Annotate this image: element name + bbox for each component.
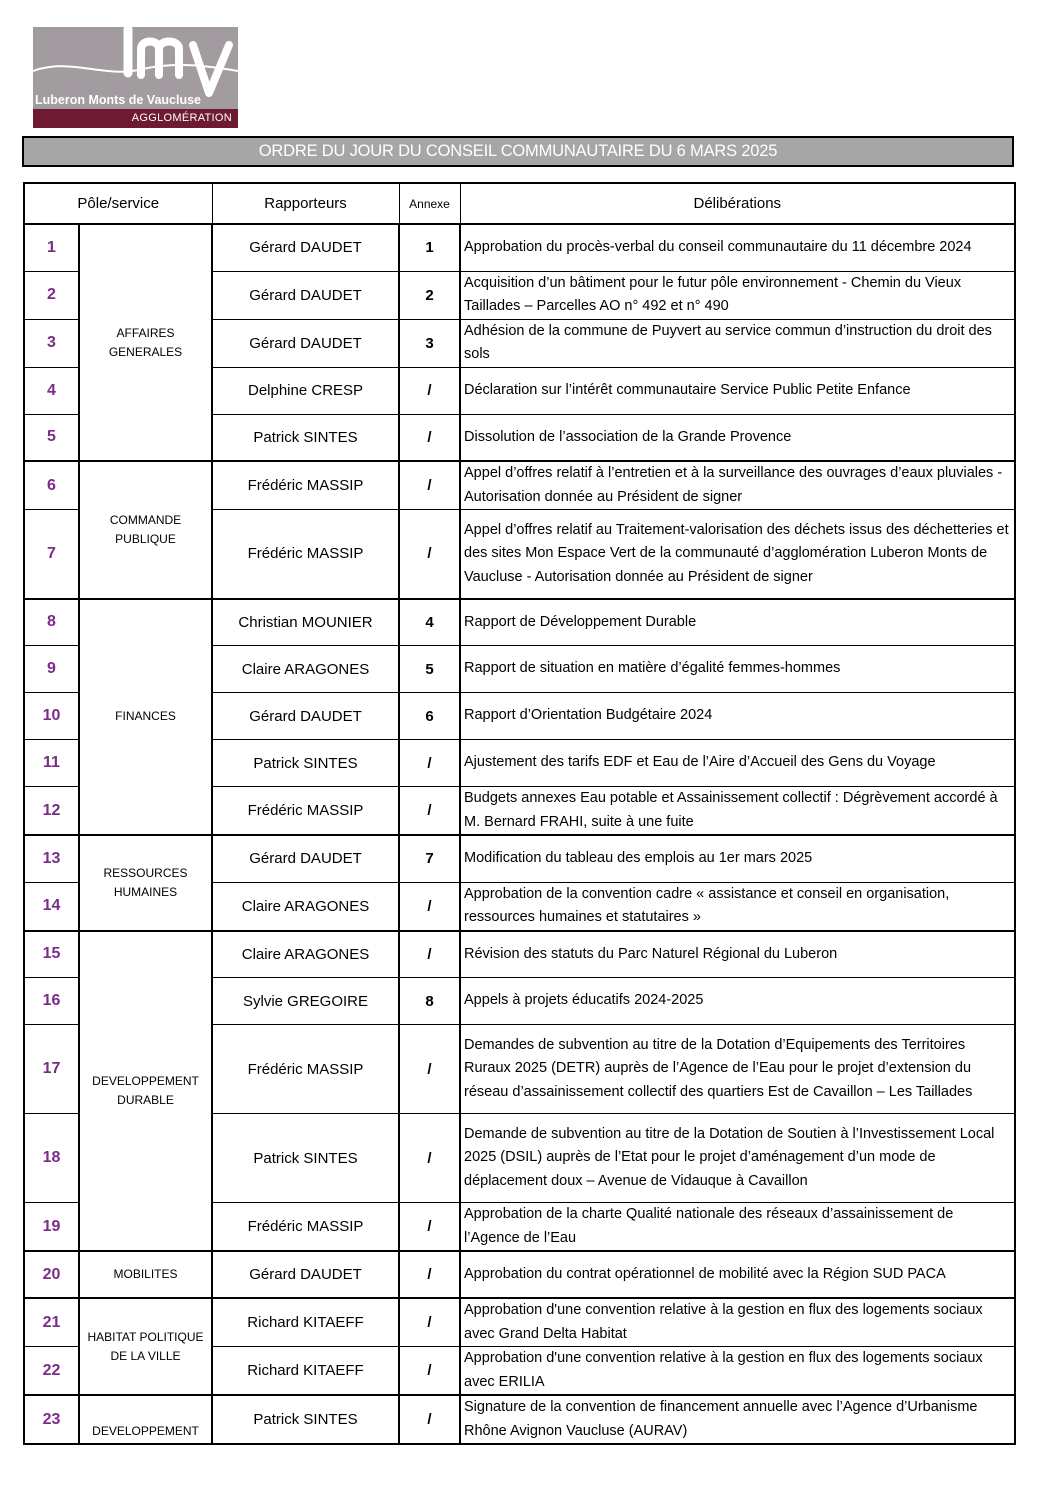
- deliberation-text: Approbation de la charte Qualité nationale des réseaux d’assainissement de l’Agence de l’Eau: [460, 1203, 1015, 1252]
- page-title: ORDRE DU JOUR DU CONSEIL COMMUNAUTAIRE DU 6 MARS 2025: [258, 142, 778, 160]
- rapporteur: Frédéric MASSIP: [212, 1025, 399, 1114]
- deliberation-text: Appel d’offres relatif au Traitement-valorisation des déchets issus des déchetteries et des sites Mon Espace Vert de la communauté d’agglomération Luberon Monts de Vaucluse - Autorisation donnée au Président de signer: [460, 510, 1015, 599]
- annexe-value: 8: [399, 978, 460, 1025]
- table-row: [24, 599, 1015, 646]
- annexe-value: /: [399, 1114, 460, 1203]
- rapporteur: Patrick SINTES: [212, 1114, 399, 1203]
- annexe-value: /: [399, 1203, 460, 1252]
- annexe-value: 7: [399, 835, 460, 882]
- rapporteur: Claire ARAGONES: [212, 931, 399, 978]
- annexe-value: /: [399, 461, 460, 510]
- rapporteur: Gérard DAUDET: [212, 1251, 399, 1298]
- deliberation-text: Ajustement des tarifs EDF et Eau de l’Aire d’Accueil des Gens du Voyage: [460, 740, 1015, 787]
- rapporteur: Delphine CRESP: [212, 367, 399, 414]
- item-number: 7: [24, 510, 79, 599]
- annexe-value: 1: [399, 224, 460, 271]
- item-number: 22: [24, 1347, 79, 1396]
- annexe-value: /: [399, 510, 460, 599]
- annexe-value: /: [399, 882, 460, 931]
- item-number: 10: [24, 693, 79, 740]
- deliberation-text: Acquisition d’un bâtiment pour le futur pôle environnement - Chemin du Vieux Taillades – Parcelles AO n° 492 et n° 490: [460, 271, 1015, 319]
- annexe-value: /: [399, 787, 460, 836]
- annexe-value: /: [399, 367, 460, 414]
- item-number: 18: [24, 1114, 79, 1203]
- rapporteur: Claire ARAGONES: [212, 882, 399, 931]
- logo: [33, 27, 238, 128]
- rapporteur: Patrick SINTES: [212, 740, 399, 787]
- rapporteur: Frédéric MASSIP: [212, 1203, 399, 1252]
- rapporteur: Gérard DAUDET: [212, 835, 399, 882]
- annexe-value: 4: [399, 599, 460, 646]
- agenda-table: [23, 182, 1016, 1445]
- rapporteur: Gérard DAUDET: [212, 319, 399, 367]
- rapporteur: Sylvie GREGOIRE: [212, 978, 399, 1025]
- header-deliberations: Délibérations: [460, 183, 1015, 224]
- annexe-value: /: [399, 1395, 460, 1444]
- table-row: [24, 461, 1015, 510]
- item-number: 12: [24, 787, 79, 836]
- rapporteur: Frédéric MASSIP: [212, 787, 399, 836]
- annexe-value: 6: [399, 693, 460, 740]
- pole-service: FINANCES: [79, 599, 212, 836]
- item-number: 6: [24, 461, 79, 510]
- pole-service: HABITAT POLITIQUE DE LA VILLE: [79, 1298, 212, 1395]
- item-number: 3: [24, 319, 79, 367]
- pole-service: AFFAIRES GENERALES: [79, 224, 212, 461]
- table-row: [24, 835, 1015, 882]
- item-number: 8: [24, 599, 79, 646]
- annexe-value: /: [399, 931, 460, 978]
- rapporteur: Claire ARAGONES: [212, 646, 399, 693]
- deliberation-text: Rapport de Développement Durable: [460, 599, 1015, 646]
- pole-service: RESSOURCES HUMAINES: [79, 835, 212, 931]
- table-row: [24, 931, 1015, 978]
- header-annexe: Annexe: [399, 183, 460, 224]
- annexe-value: /: [399, 1251, 460, 1298]
- item-number: 15: [24, 931, 79, 978]
- annexe-value: /: [399, 1347, 460, 1396]
- deliberation-text: Dissolution de l’association de la Grande Provence: [460, 414, 1015, 461]
- rapporteur: Gérard DAUDET: [212, 693, 399, 740]
- table-row: [24, 1251, 1015, 1298]
- table-header-row: [24, 183, 1015, 224]
- rapporteur: Patrick SINTES: [212, 414, 399, 461]
- deliberation-text: Révision des statuts du Parc Naturel Régional du Luberon: [460, 931, 1015, 978]
- pole-service: MOBILITES: [79, 1251, 212, 1298]
- logo-band: [33, 109, 238, 128]
- deliberation-text: Modification du tableau des emplois au 1er mars 2025: [460, 835, 1015, 882]
- page-title-bar: [22, 136, 1014, 167]
- rapporteur: Gérard DAUDET: [212, 224, 399, 271]
- logo-subtitle: AGGLOMÉRATION: [131, 112, 232, 124]
- deliberation-text: Rapport de situation en matière d’égalité femmes-hommes: [460, 646, 1015, 693]
- item-number: 16: [24, 978, 79, 1025]
- item-number: 21: [24, 1298, 79, 1347]
- deliberation-text: Approbation d'une convention relative à la gestion en flux des logements sociaux avec Grand Delta Habitat: [460, 1298, 1015, 1347]
- item-number: 5: [24, 414, 79, 461]
- rapporteur: Richard KITAEFF: [212, 1298, 399, 1347]
- annexe-value: 5: [399, 646, 460, 693]
- item-number: 4: [24, 367, 79, 414]
- deliberation-text: Adhésion de la commune de Puyvert au service commun d’instruction du droit des sols: [460, 319, 1015, 367]
- pole-service: DEVELOPPEMENT DURABLE: [79, 931, 212, 1252]
- item-number: 11: [24, 740, 79, 787]
- deliberation-text: Appels à projets éducatifs 2024-2025: [460, 978, 1015, 1025]
- item-number: 14: [24, 882, 79, 931]
- rapporteur: Gérard DAUDET: [212, 271, 399, 319]
- deliberation-text: Approbation d'une convention relative à la gestion en flux des logements sociaux avec ERILIA: [460, 1347, 1015, 1396]
- deliberation-text: Rapport d’Orientation Budgétaire 2024: [460, 693, 1015, 740]
- rapporteur: Frédéric MASSIP: [212, 461, 399, 510]
- rapporteur: Frédéric MASSIP: [212, 510, 399, 599]
- deliberation-text: Budgets annexes Eau potable et Assainissement collectif : Dégrèvement accordé à M. Bernard FRAHI, suite à une fuite: [460, 787, 1015, 836]
- item-number: 13: [24, 835, 79, 882]
- annexe-value: /: [399, 1298, 460, 1347]
- annexe-value: 2: [399, 271, 460, 319]
- table-row: [24, 1298, 1015, 1347]
- deliberation-text: Signature de la convention de financement annuelle avec l’Agence d’Urbanisme Rhône Avignon Vaucluse (AURAV): [460, 1395, 1015, 1444]
- header-pole: Pôle/service: [24, 183, 212, 224]
- rapporteur: Richard KITAEFF: [212, 1347, 399, 1396]
- item-number: 1: [24, 224, 79, 271]
- deliberation-text: Approbation du procès-verbal du conseil communautaire du 11 décembre 2024: [460, 224, 1015, 271]
- item-number: 17: [24, 1025, 79, 1114]
- table-row: [24, 1395, 1015, 1444]
- rapporteur: Patrick SINTES: [212, 1395, 399, 1444]
- item-number: 2: [24, 271, 79, 319]
- annexe-value: /: [399, 414, 460, 461]
- logo-name: Luberon Monts de Vaucluse: [35, 93, 201, 107]
- header-rapporteurs: Rapporteurs: [212, 183, 399, 224]
- item-number: 20: [24, 1251, 79, 1298]
- deliberation-text: Déclaration sur l’intérêt communautaire Service Public Petite Enfance: [460, 367, 1015, 414]
- deliberation-text: Approbation de la convention cadre « assistance et conseil en organisation, ressources humaines et statutaires »: [460, 882, 1015, 931]
- table-row: [24, 224, 1015, 271]
- annexe-value: 3: [399, 319, 460, 367]
- deliberation-text: Demande de subvention au titre de la Dotation de Soutien à l’Investissement Local 2025 (DSIL) auprès de l’Etat pour le projet d’aménagement d’un mode de déplacement doux – Avenue de Vidauque à Cavaillon: [460, 1114, 1015, 1203]
- item-number: 23: [24, 1395, 79, 1444]
- item-number: 9: [24, 646, 79, 693]
- annexe-value: /: [399, 1025, 460, 1114]
- pole-service: COMMANDE PUBLIQUE: [79, 461, 212, 599]
- rapporteur: Christian MOUNIER: [212, 599, 399, 646]
- deliberation-text: Approbation du contrat opérationnel de mobilité avec la Région SUD PACA: [460, 1251, 1015, 1298]
- logo-monogram-area: [33, 27, 238, 109]
- annexe-value: /: [399, 740, 460, 787]
- deliberation-text: Appel d’offres relatif à l’entretien et à la surveillance des ouvrages d’eaux pluviales - Autorisation donnée au Président de signer: [460, 461, 1015, 510]
- pole-service: DEVELOPPEMENT: [79, 1395, 212, 1444]
- item-number: 19: [24, 1203, 79, 1252]
- agenda-body: [24, 224, 1015, 1444]
- deliberation-text: Demandes de subvention au titre de la Dotation d’Equipements des Territoires Ruraux 2025 (DETR) auprès de l’Agence de l’Eau pour le projet d’extension du réseau d’assainissement collectif des quartiers Est de Cavaillon – Les Taillades: [460, 1025, 1015, 1114]
